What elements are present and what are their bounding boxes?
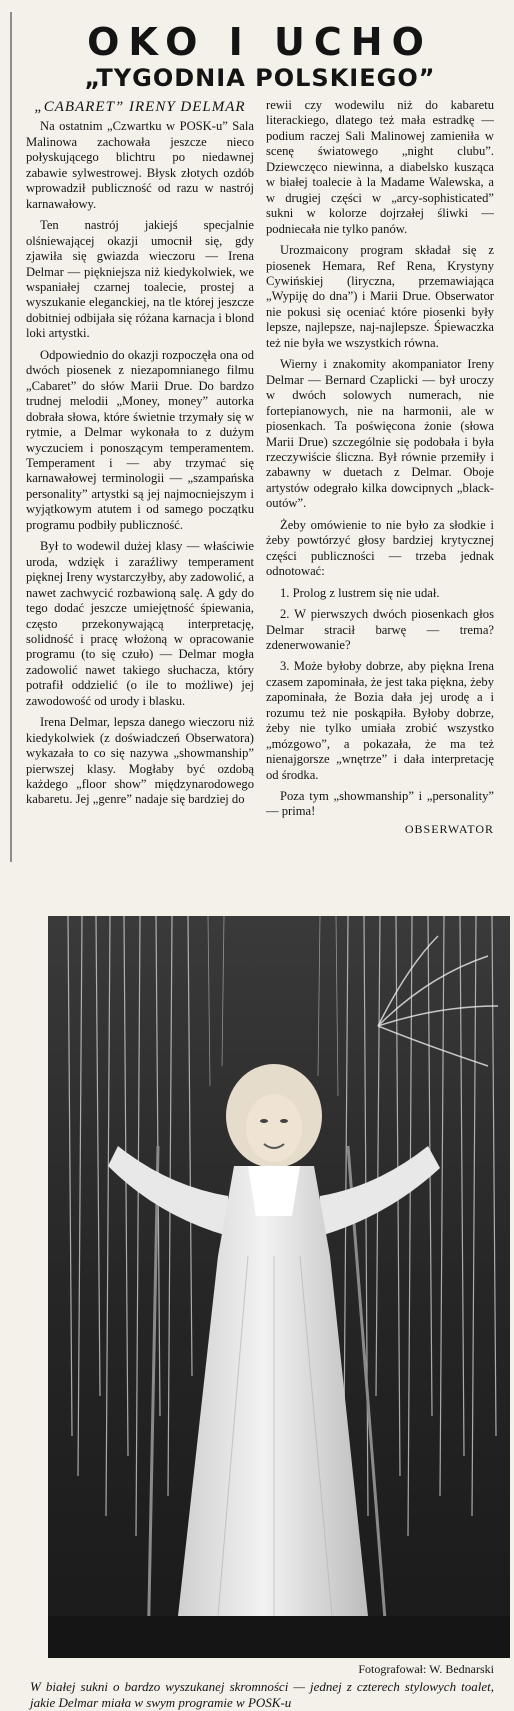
article-column-right: [266, 98, 494, 910]
paragraph: Urozmaicony program składał się z piosenek Hemara, Ref Rena, Krystyny Cywińskiej (liryczna, przemawiająca „Wypiję do dna”) i Marii Drue. Obserwator nie pokusi się oceniać które piosenki były lepsze, najlepsze, naj-najlepsze. Śpiewaczka też nie była we wszystkich równa.: [266, 243, 494, 350]
photo-credit: Fotografował: W. Bednarski: [358, 1662, 494, 1676]
masthead: [26, 22, 494, 92]
list-item: 3. Może byłoby dobrze, aby piękna Irena czasem zapominała, że jest taka piękna, żeby zapominała, że Bozia dała jej urodę a i rozumu też nie poskąpiła. Byłoby dobrze, żeby nie tylko umiała zrobić wszystko „mózgowo”, a pokazała, że ma też nienajgorsze „wnętrze” i dała interpretację od środka.: [266, 659, 494, 782]
performer-photo: [48, 916, 510, 1658]
photo-illustration: [48, 916, 510, 1658]
column-subtitle: „TYGODNIA POLSKIEGO”: [84, 64, 436, 92]
paragraph: Był to wodewil dużej klasy — właściwie uroda, wdzięk i zaraźliwy temperament pięknej Ireny wystarczyłby, aby zadowolić, a nawet zachwycić rozbawioną salę. A gdy do tego dodać jeszcze umiejętność śpiewania, często przekonywającą interpretację, solidność i pracę włożoną w opracowanie programu (to się czuło) — Delmar mogła zadowolić nawet takiego słuchacza, który potrafił oddzielić (o ile to możliwe) jej zawodowość od urody i blasku.: [26, 539, 254, 708]
author-signature: OBSERWATOR: [404, 821, 494, 836]
paragraph: Poza tym „showmanship” i „personality” — prima!: [266, 789, 494, 819]
article-title: „CABARET” IRENY DELMAR: [34, 99, 246, 115]
column-title: OKO I UCHO: [87, 20, 433, 64]
paragraph: Na ostatnim „Czwartku w POSK-u” Sala Malinowa zachowała jeszcze nieco połyskującego blichtru po niedawnej zabawie sylwestrowej. Błysk złotych ozdób wprowadził publiczność od razu w nastrój karnawałowy.: [26, 119, 254, 211]
column-rule: [10, 12, 12, 862]
paragraph: rewii czy wodewilu niż do kabaretu literackiego, dlatego też mała estradkę — podium raczej Sali Malinowej zamieniła w scenę światowego „night clubu”. Dziewczęco niewinna, a diabelsko kusząca w białej toalecie à la Madame Walewska, a w drugiej części w „arcy-sophisticated” sukni w kolorze dojrzałej śliwki — podniecała nie tylko panów.: [266, 98, 494, 236]
article-body: [26, 98, 494, 910]
paragraph: Wierny i znakomity akompaniator Ireny Delmar — Bernard Czaplicki — był uroczy w dwóch solowych numerach, nie fortepianowych, nie na harmonii, ale w piosenkach. Ta poświęcona żonie (słowa Marii Drue) szczególnie się podobała i była rzeczywiście śliczna. Był równie przemiły i zabawny w duetach z Delmar. Oboje artystów odegrało kilka dowcipnych „black-outów”.: [266, 357, 494, 511]
paragraph: Odpowiednio do okazji rozpoczęła ona od dwóch piosenek z niezapomnianego filmu „Cabaret” do słów Marii Drue. Do bardzo trudnej melodii „Money, money” autorka dobrała słowa, które świetnie trzymały się w rytmie, a Delmar wykonała to z dużym wyczuciem i ponoszącym temperamentem. Temperament i — aby trzymać się karnawałowej terminologii — „szampańska personality” artystki są jej najmocniejszym i wyjątkowym atutem i od samego początku programu podbiły publiczność.: [26, 347, 254, 532]
paragraph: Żeby omówienie to nie było za słodkie i żeby powtórzyć głosy bardziej krytycznej części publiczności — trzeba jednak odnotować:: [266, 517, 494, 579]
list-item: 1. Prolog z lustrem się nie udał.: [280, 585, 440, 600]
photo-caption: W białej sukni o bardzo wyszukanej skromności — jednej z czterech stylowych toalet, jakie Delmar miała w swym programie w POSK-u: [30, 1679, 494, 1710]
list-item: 2. W pierwszych dwóch piosenkach głos Delmar stracił barwę — trema? zdenerwowanie?: [266, 607, 494, 652]
paragraph: Irena Delmar, lepsza danego wieczoru niż kiedykolwiek (z doświadczeń Obserwatora) wykazała to co się nazywa „showmanship” pierwszej klasy. Mogłaby być ozdobą każdego „floor show” międzynarodowego kabaretu. Jej „genre” nadaje się bardziej do: [26, 715, 254, 807]
paragraph: Ten nastrój jakiejś specjalnie olśniewającej okazji umocnił się, gdy zjawiła się gwiazda wieczoru — Irena Delmar — piękniejsza niż kiedykolwiek, we wspaniałej czarnej toalecie, prostej a wyszukanie eleganckiej, na tle której jeszcze dobitniej odbijała się różana karnacja i blond loki artystki.: [26, 218, 254, 341]
article-column-left: [26, 98, 254, 910]
